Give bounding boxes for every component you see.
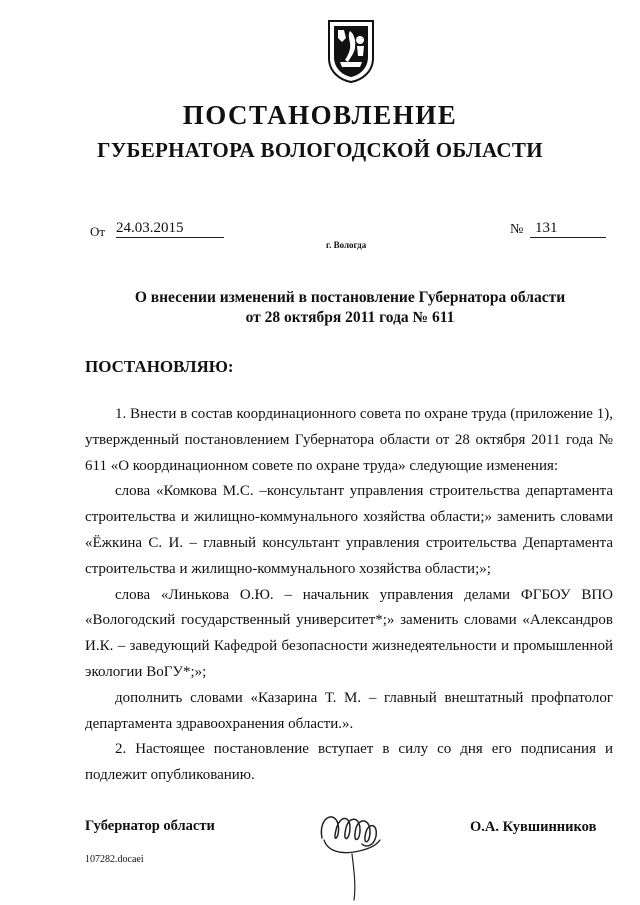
paragraph-3: слова «Линькова О.Ю. – начальник управления делами ФГБОУ ВПО «Вологодский государственный университет*;» заменить словами «Александров И.К. – заведующий Кафедрой безопасности жизнедеятельности и промышленной экологии ВоГУ*;»;: [85, 586, 613, 680]
date-prefix: От: [90, 224, 106, 239]
paragraph-2: слова «Комкова М.С. –консультант управления строительства департамента строительства и жилищно-коммунального хозяйства области;» заменить словами «Ёжкина С. И. – главный консультант управления строительства Департамента строительства и жилищно-коммунального хозяйства области;»;: [85, 483, 613, 577]
signer-name: О.А. Кувшинников: [470, 819, 597, 835]
signature-image: [314, 800, 386, 904]
signer-title: Губернатор области: [85, 818, 215, 834]
document-body: [85, 402, 613, 789]
document-date: 24.03.2015: [116, 219, 224, 238]
document-number: 131: [530, 219, 606, 238]
resolve-label: ПОСТАНОВЛЯЮ:: [85, 357, 234, 376]
paragraph-5: 2. Настоящее постановление вступает в силу со дня его подписания и подлежит опубликованию.: [85, 741, 613, 784]
subject-line-2: от 28 октября 2011 года № 611: [245, 309, 455, 326]
document-title: ПОСТАНОВЛЕНИЕ: [182, 100, 458, 130]
city-label: г. Вологда: [326, 240, 367, 250]
number-prefix: №: [510, 222, 524, 237]
paragraph-4: дополнить словами «Казарина Т. М. – главный внештатный профпатолог департамента здравоохранения области.».: [85, 689, 613, 732]
file-reference: 107282.docaei: [85, 854, 144, 865]
document-subtitle: ГУБЕРНАТОРА ВОЛОГОДСКОЙ ОБЛАСТИ: [97, 138, 543, 162]
subject-line-1: О внесении изменений в постановление Губернатора области: [134, 289, 566, 306]
paragraph-1: 1. Внести в состав координационного совета по охране труда (приложение 1), утвержденный постановлением Губернатора области от 28 октября 2011 года № 611 «О координационном совете по охране труда» следующие изменения:: [85, 406, 613, 474]
coat-of-arms-icon: [326, 18, 376, 84]
